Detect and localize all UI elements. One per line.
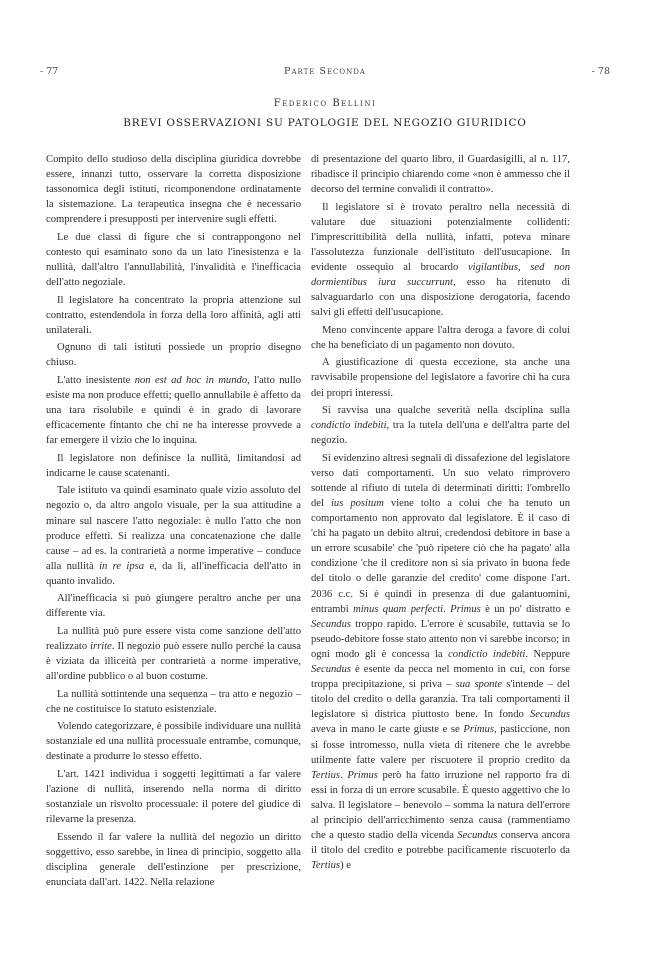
paragraph: Tale istituto va quindi esaminato quale vizio assoluto del negozio o, da altro angolo visuale, per la sua attitudine a minare sul nascere l'atto negoziale: è nullo l'atto che non produce effetti. Si realizza una concatenazione che dalle cause – ad es. la contrarietà a norme imperative – conduce alla nullità in re ipsa e, da lì, all'inefficacia dell'atto in quanto invalido. (46, 485, 301, 587)
paragraph: Le due classi di figure che si contrappongono nel contesto qui esaminato sono da un lato l'inesistenza e la nullità, dall'altro l'annullabilità, l'invalidità e l'inefficacia dell'atto negoziale. (46, 231, 301, 289)
paragraph: Il legislatore ha concentrato la propria attenzione sul contratto, estendendola in forza della loro affinità, agli atti unilaterali. (46, 294, 301, 336)
page-number-right: - 78 (591, 66, 610, 77)
paragraph: Si ravvisa una qualche severità nella dsciplina sulla condictio indebiti, tra la tutela dell'una e dell'altra parte del negozio. (311, 405, 570, 447)
paragraph: La nullità sottintende una sequenza – tra atto e negozio – che ne costituisce lo statuto esistenziale. (46, 688, 301, 715)
paragraph: Ognuno di tali istituti possiede un proprio disegno chiuso. (46, 342, 301, 369)
paragraph: Si evidenzino altresì segnali di dissafezione del legislatore verso dati comportamenti. Un suo velato rimprovero sottende al rifiuto di tutela di determinati diritti: l'ombrello del ius positum viene tolto a colui che ha tenuto un comportamento non approvato dal legislatore. È il caso di 'chi ha pagato un debito altrui, credendosi debitore in base a un errore scusabile' che 'può ripetere ciò che ha pagato' alla condizione 'che il creditore non si sia privato in buona fede del titolo o delle garanzie del credito' come dispone l'art. 2036 c.c. Si è quindi in presenza di due galantuomini, entrambi minus quam perfecti. Primus è un po' distratto e Secundus troppo rapido. L'errore è scusabile, tuttavia se lo pseudo-debitore fosse stato attento non vi sarebbe incorso; in ogni modo gli è concessa la condictio indebiti. Neppure Secundus è esente da pecca nel momento in cui, con forse troppa precipitazione, si priva – sua sponte s'intende – del titolo del credito o della garanzia. Tra tali comportamenti il legislatore si districa piuttosto bene. In fondo Secundus aveva in mano le carte giuste e se Primus, pasticcione, non si fosse intromesso, nulla vieta di ritenere che le avrebbe utilmente fatte valere per riscuotere il proprio credito da Tertius. Primus però ha fatto irruzione nel rapporto fra di essi in forza di un errore scusabile. È questo aggettivo che lo salva. Il legislatore – benevolo – somma la natura dell'errore al principio dell'arricchimento senza causa (rammentiamo che a questo stadio della vicenda Secundus conserva ancora il titolo del credito e potrebbe pacificamente riscuoterlo da Tertius) e (311, 452, 570, 872)
paragraph: L'atto inesistente non est ad hoc in mundo, l'atto nullo esiste ma non produce effetti; quello annullabile è affetto da una tara risolubile e quindi è in grado di lavorare efficacemente fintanto che chi ne ha interesse provvede a far emergere il vizio che lo inquina. (46, 374, 302, 447)
running-header (40, 66, 610, 80)
paragraph: Volendo categorizzare, è possibile individuare una nullità sostanziale ed una nullità processuale entrambe, comunque, destinate a produrre lo stesso effetto. (46, 721, 301, 763)
article-title: BREVI OSSERVAZIONI SU PATOLOGIE DEL NEGOZIO GIURIDICO (123, 117, 527, 129)
article-author: Federico Bellini (273, 98, 377, 109)
paragraph: Il legislatore si è trovato peraltro nella necessità di valutare due situazioni potenzialmente collidenti: l'imprescrittibilità della nullità, infatti, poteva minare l'assolutezza funzionale dell'istituto dell'usucapione. In evidente ossequio al brocardo vigilantibus, sed non dormientibus iura succurrunt, esso ha ritenuto di salvaguardarlo con una disposizione derogatoria, facendo salvi gli effetti dell'usucapione. (311, 201, 570, 319)
paragraph: Il legislatore non definisce la nullità, limitandosi ad indicarne le cause scatenanti. (46, 452, 301, 479)
paragraph: di presentazione del quarto libro, il Guardasigilli, al n. 117, ribadisce il principio chiarendo come «non è ammesso che il decorso del termine convalidi il contratto». (311, 154, 570, 196)
right-column (311, 152, 570, 876)
paragraph: All'inefficacia si può giungere peraltro anche per una differente via. (46, 593, 301, 620)
paragraph: Meno convincente appare l'altra deroga a favore di colui che ha beneficiato di un pagamento non dovuto. (311, 324, 570, 351)
left-column (46, 152, 301, 892)
paragraph: L'art. 1421 individua i soggetti legittimati a far valere l'azione di nullità, inserendo nella norma di diritto sostanziale un risvolto processuale: il potere del giudice di rilevarne la presenza. (46, 768, 301, 826)
paragraph: La nullità può pure essere vista come sanzione dell'atto realizzato irrite. Il negozio può essere nullo perché la causa è viziata da illiceità per contrarietà a norme imperative, all'ordine pubblico o al buon costume. (46, 625, 301, 683)
paragraph: A giustificazione di questa eccezione, sta anche una ravvisabile propensione del legislatore a favorire chi ha cura dei propri interessi. (311, 357, 570, 399)
paragraph: Compito dello studioso della disciplina giuridica dovrebbe essere, innanzi tutto, osservare la corretta disposizione tassonomica degli istituti, ricomponendone ordinatamente la sistemazione. La terapeutica insegna che è necessario comprendere i presupposti per intervenire sugli effetti. (46, 154, 301, 226)
paragraph: Essendo il far valere la nullità del negozio un diritto soggettivo, esso sarebbe, in linea di principio, soggetto alla disciplina generale dell'estinzione per prescrizione, enunciata dall'art. 1422. Nella relazione (46, 831, 301, 888)
page-number-left: - 77 (40, 66, 59, 77)
section-title: Parte Seconda (284, 66, 366, 77)
